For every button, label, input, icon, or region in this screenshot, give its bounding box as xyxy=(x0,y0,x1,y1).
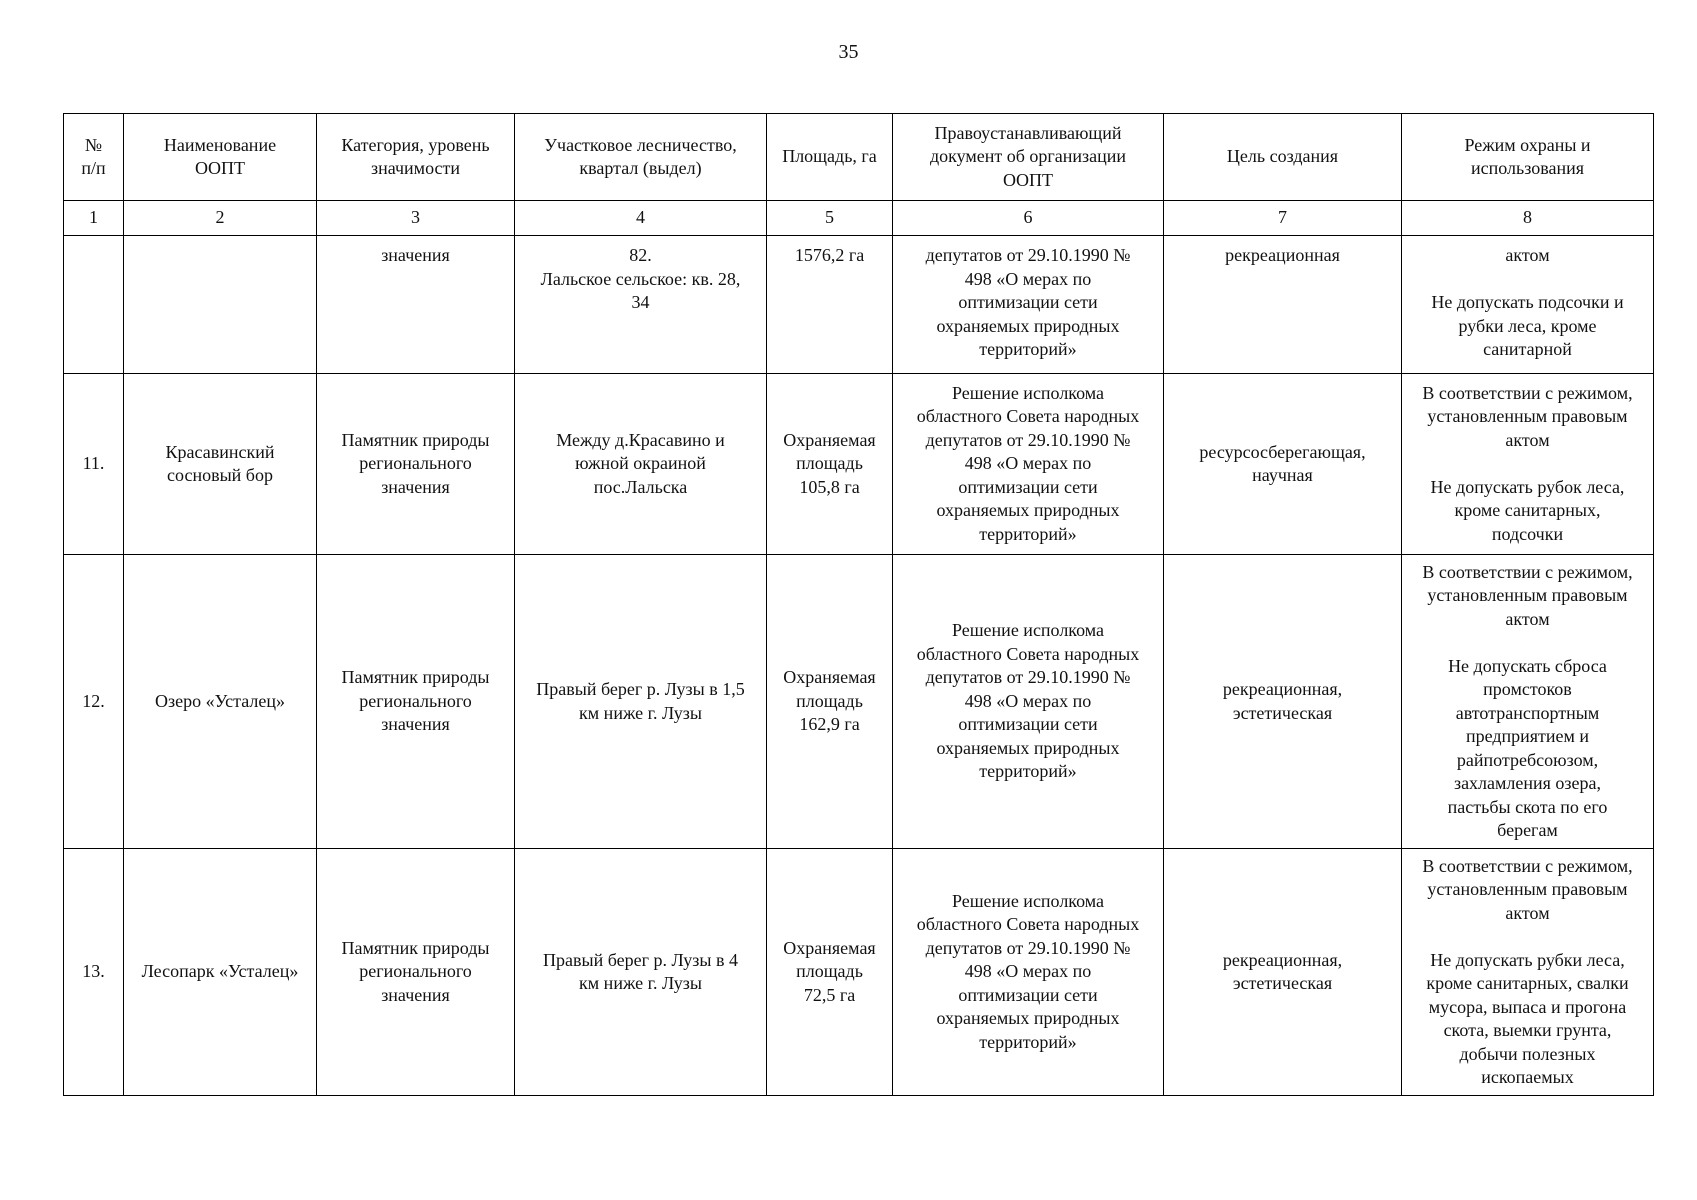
header-area: Площадь, га xyxy=(767,114,893,201)
header-forestry: Участковое лесничество, квартал (выдел) xyxy=(515,114,767,201)
column-number-6: 6 xyxy=(893,201,1164,236)
cell-document: депутатов от 29.10.1990 № 498 «О мерах по оптимизации сети охраняемых природных территорий» xyxy=(893,236,1164,374)
page-number: 35 xyxy=(838,41,859,63)
cell-category: Памятник природы регионального значения xyxy=(317,555,515,849)
cell-document: Решение исполкома областного Совета народных депутатов от 29.10.1990 № 498 «О мерах по оптимизации сети охраняемых природных территорий» xyxy=(893,374,1164,555)
cell-document: Решение исполкома областного Совета народных депутатов от 29.10.1990 № 498 «О мерах по оптимизации сети охраняемых природных территорий» xyxy=(893,555,1164,849)
cell-purpose: рекреационная, эстетическая xyxy=(1164,555,1402,849)
table-row xyxy=(64,374,1654,555)
column-number-7: 7 xyxy=(1164,201,1402,236)
header-name: Наименование ООПТ xyxy=(124,114,317,201)
column-number-5: 5 xyxy=(767,201,893,236)
cell-number: 12. xyxy=(64,555,124,849)
cell-category: Памятник природы регионального значения xyxy=(317,849,515,1096)
header-category: Категория, уровень значимости xyxy=(317,114,515,201)
column-numbering-row xyxy=(64,201,1654,236)
table-header-row xyxy=(64,114,1654,201)
cell-number: 13. xyxy=(64,849,124,1096)
cell-area: Охраняемая площадь 105,8 га xyxy=(767,374,893,555)
cell-forestry: Между д.Красавино и южной окраиной пос.Лальска xyxy=(515,374,767,555)
cell-forestry: Правый берег р. Лузы в 4 км ниже г. Лузы xyxy=(515,849,767,1096)
cell-purpose: рекреационная, эстетическая xyxy=(1164,849,1402,1096)
cell-name: Красавинский сосновый бор xyxy=(124,374,317,555)
cell-regime: В соответствии с режимом, установленным правовым актом Не допускать рубки леса, кроме санитарных, свалки мусора, выпаса и прогона скота, выемки грунта, добычи полезных ископаемых xyxy=(1402,849,1654,1096)
cell-forestry: 82. Лальское сельское: кв. 28, 34 xyxy=(515,236,767,374)
header-number: № п/п xyxy=(64,114,124,201)
table-row xyxy=(64,849,1654,1096)
cell-number xyxy=(64,236,124,374)
cell-name: Озеро «Усталец» xyxy=(124,555,317,849)
cell-regime: В соответствии с режимом, установленным правовым актом Не допускать сброса промстоков автотранспортным предприятием и райпотребсоюзом, захламления озера, пастьбы скота по его берегам xyxy=(1402,555,1654,849)
cell-name: Лесопарк «Усталец» xyxy=(124,849,317,1096)
protected-areas-table xyxy=(63,113,1654,1096)
column-number-1: 1 xyxy=(64,201,124,236)
cell-number: 11. xyxy=(64,374,124,555)
cell-purpose: ресурсосберегающая, научная xyxy=(1164,374,1402,555)
cell-area: 1576,2 га xyxy=(767,236,893,374)
table-row xyxy=(64,555,1654,849)
cell-forestry: Правый берег р. Лузы в 1,5 км ниже г. Лузы xyxy=(515,555,767,849)
table-row-continuation xyxy=(64,236,1654,374)
cell-category: значения xyxy=(317,236,515,374)
cell-regime: актом Не допускать подсочки и рубки леса, кроме санитарной xyxy=(1402,236,1654,374)
cell-area: Охраняемая площадь 162,9 га xyxy=(767,555,893,849)
column-number-4: 4 xyxy=(515,201,767,236)
column-number-2: 2 xyxy=(124,201,317,236)
cell-name xyxy=(124,236,317,374)
cell-purpose: рекреационная xyxy=(1164,236,1402,374)
cell-category: Памятник природы регионального значения xyxy=(317,374,515,555)
cell-document: Решение исполкома областного Совета народных депутатов от 29.10.1990 № 498 «О мерах по оптимизации сети охраняемых природных территорий» xyxy=(893,849,1164,1096)
header-regime: Режим охраны и использования xyxy=(1402,114,1654,201)
column-number-8: 8 xyxy=(1402,201,1654,236)
header-purpose: Цель создания xyxy=(1164,114,1402,201)
cell-regime: В соответствии с режимом, установленным правовым актом Не допускать рубок леса, кроме санитарных, подсочки xyxy=(1402,374,1654,555)
column-number-3: 3 xyxy=(317,201,515,236)
header-document: Правоустанавливающий документ об организации ООПТ xyxy=(893,114,1164,201)
cell-area: Охраняемая площадь 72,5 га xyxy=(767,849,893,1096)
